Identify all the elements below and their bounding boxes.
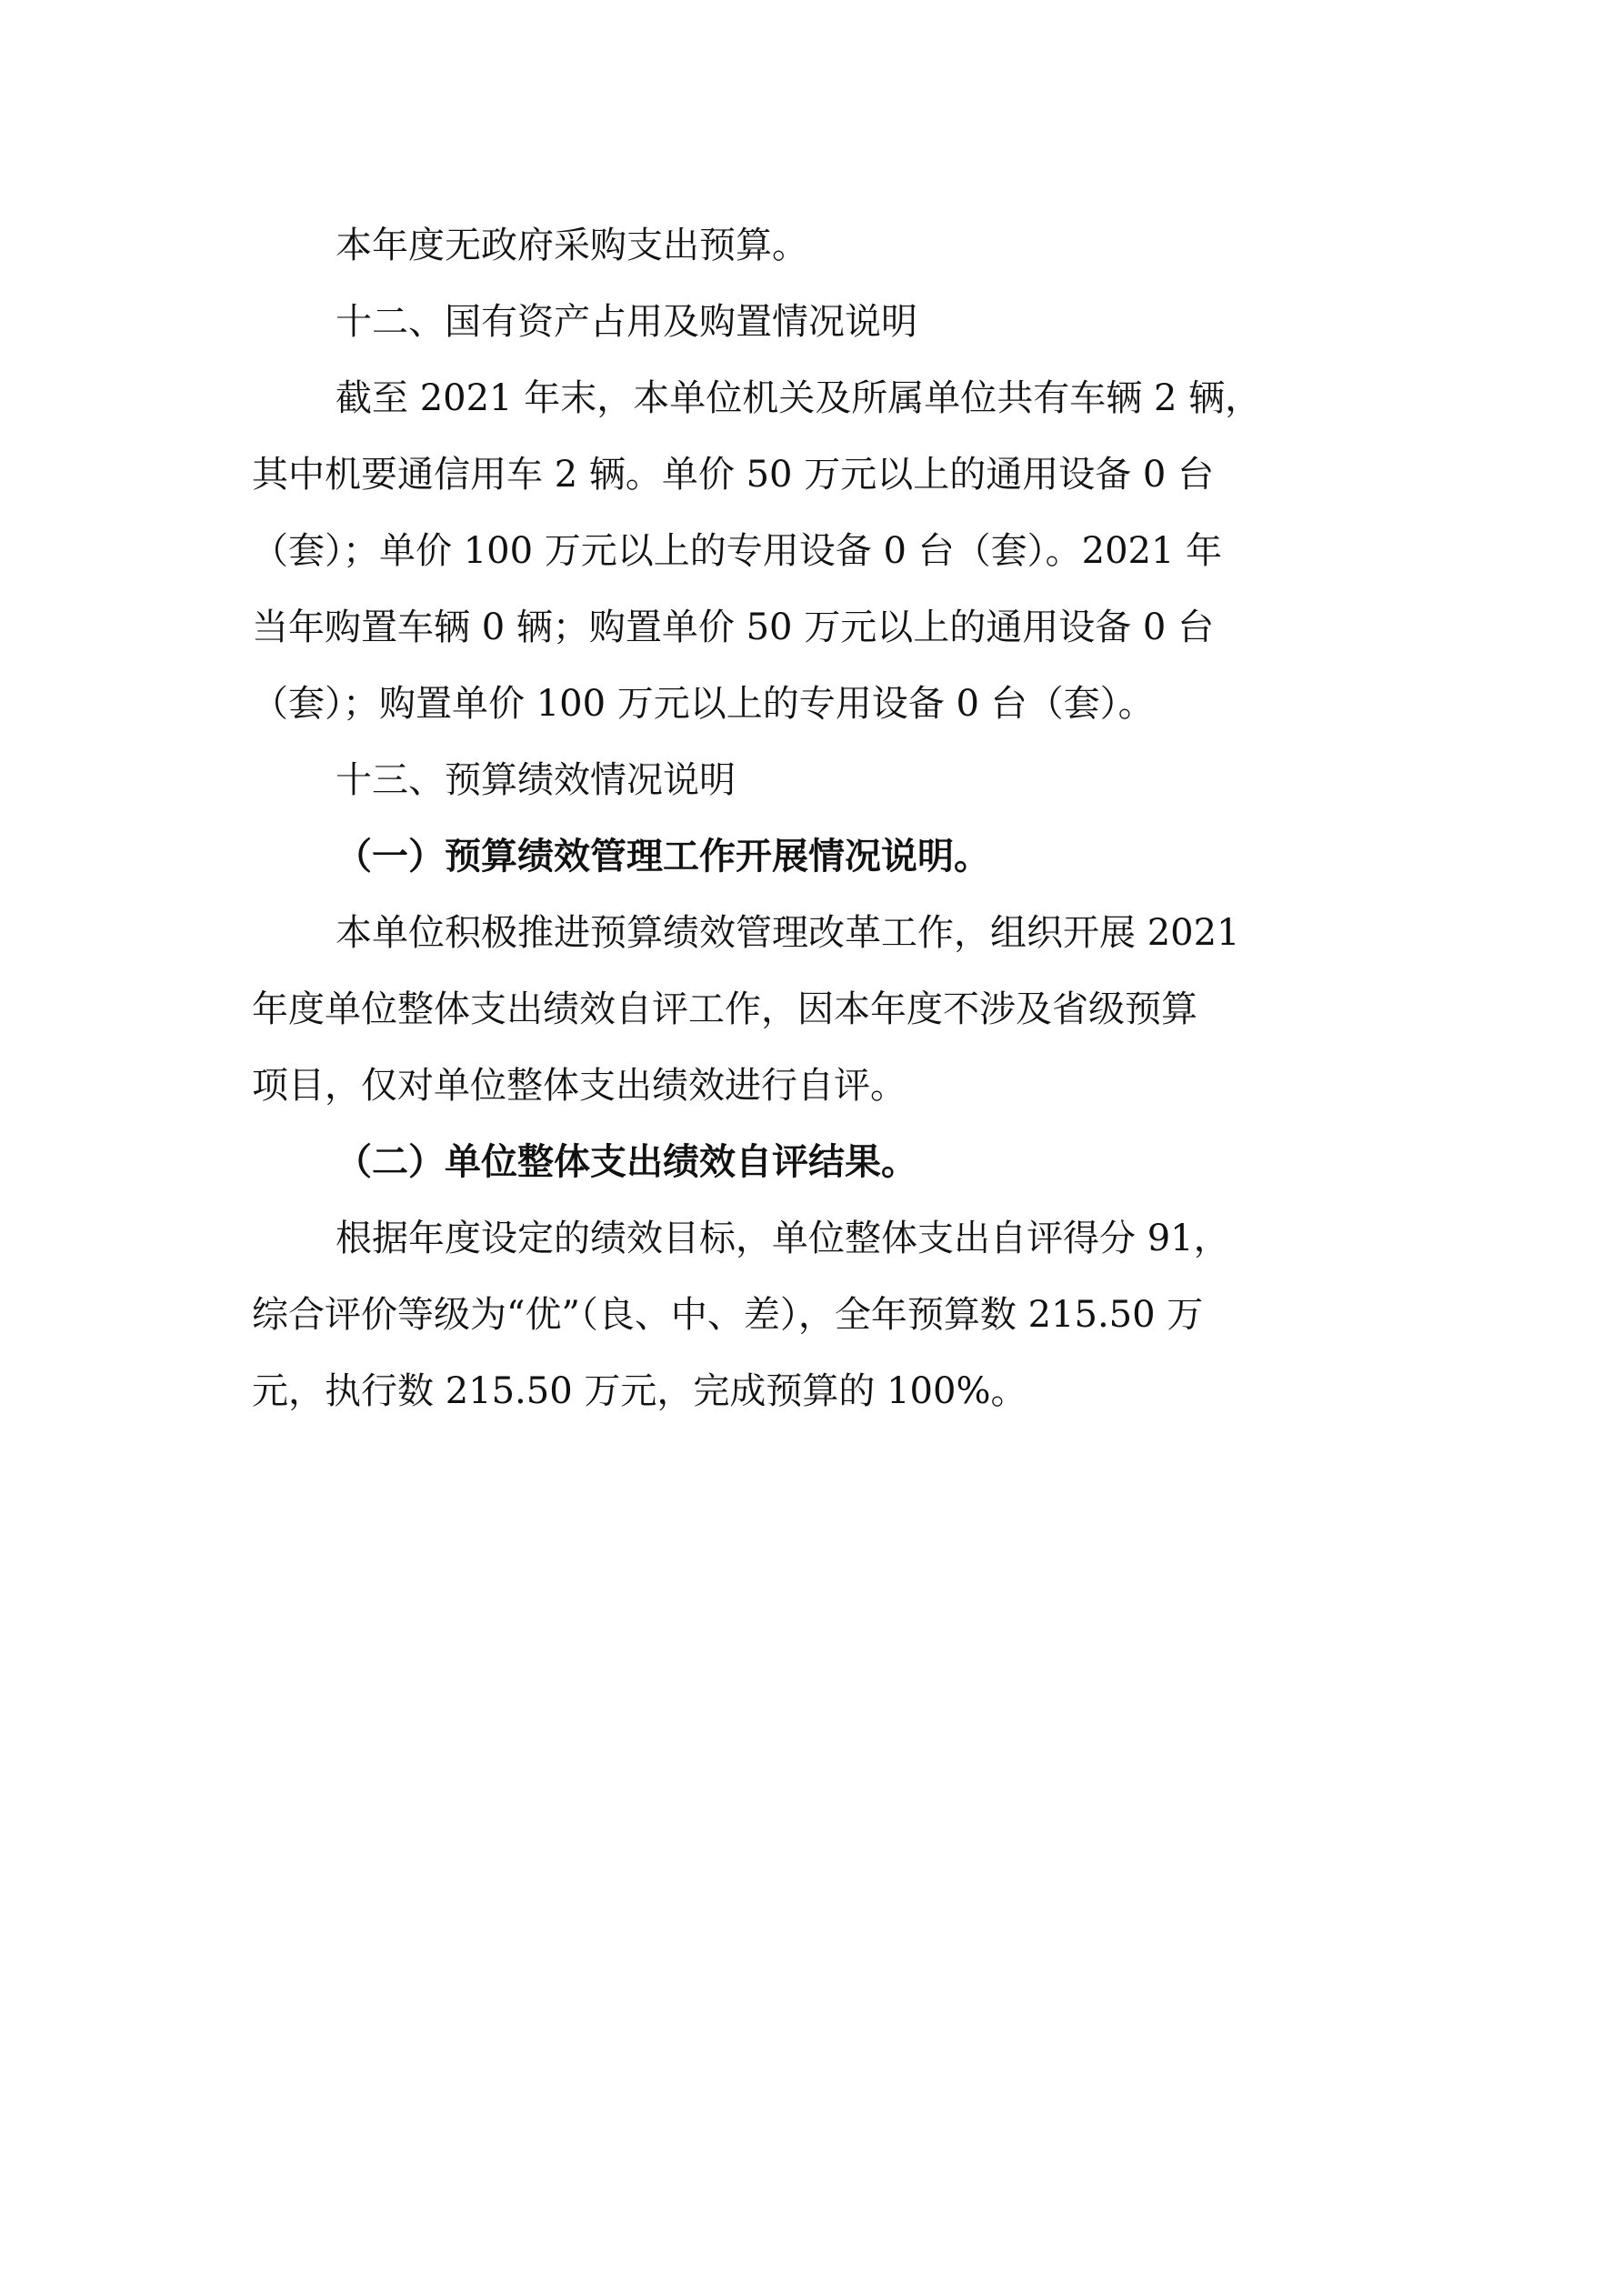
paragraph-result-line-3: 元，执行数 215.50 万元，完成预算的 100%。 xyxy=(252,1370,1027,1412)
paragraph-assets-line-2: 其中机要通信用车 2 辆。单价 50 万元以上的通用设备 0 台 xyxy=(252,454,1215,496)
subheading-2: （二）单位整体支出绩效自评结果。 xyxy=(336,1141,917,1183)
paragraph-assets-line-1: 截至 2021 年末，本单位机关及所属单位共有车辆 2 辆， xyxy=(336,377,1262,419)
paragraph-procurement: 本年度无政府采购支出预算。 xyxy=(336,225,808,266)
subheading-1: （一）预算绩效管理工作开展情况说明。 xyxy=(336,836,990,877)
paragraph-assets-line-4: 当年购置车辆 0 辆；购置单价 50 万元以上的通用设备 0 台 xyxy=(252,607,1215,648)
section-heading-13: 十三、预算绩效情况说明 xyxy=(336,759,736,801)
section-heading-12: 十二、国有资产占用及购置情况说明 xyxy=(336,301,917,343)
paragraph-assets-line-5: （套）；购置单价 100 万元以上的专用设备 0 台（套）。 xyxy=(252,683,1155,725)
paragraph-assets-line-3: （套）；单价 100 万元以上的专用设备 0 台（套）。2021 年 xyxy=(252,530,1223,572)
paragraph-performance-line-2: 年度单位整体支出绩效自评工作，因本年度不涉及省级预算 xyxy=(252,988,1197,1030)
paragraph-result-line-1: 根据年度设定的绩效目标，单位整体支出自评得分 91， xyxy=(336,1218,1230,1259)
paragraph-result-line-2: 综合评价等级为“优”（良、中、差），全年预算数 215.50 万 xyxy=(252,1294,1204,1336)
document-body xyxy=(252,207,1379,1429)
paragraph-performance-line-1: 本单位积极推进预算绩效管理改革工作，组织开展 2021 xyxy=(336,912,1240,954)
paragraph-performance-line-3: 项目，仅对单位整体支出绩效进行自评。 xyxy=(252,1065,907,1107)
